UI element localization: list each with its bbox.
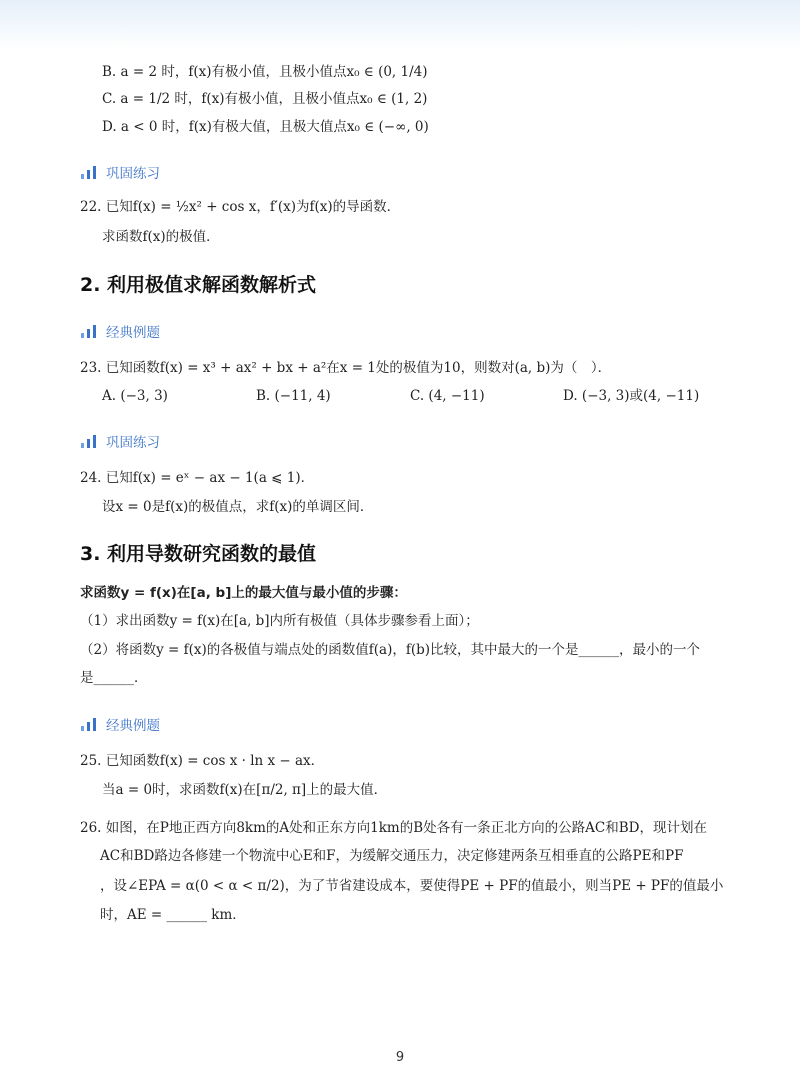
q21-option-b: B. a = 2 时，f(x)有极小值，且极小值点x₀ ∈ (0, 1/4) bbox=[102, 64, 428, 80]
q26-line-4: 时，AE = ______ km． bbox=[100, 907, 246, 923]
q21-option-d: D. a < 0 时，f(x)有极大值，且极大值点x₀ ∈ (−∞, 0) bbox=[102, 119, 429, 135]
tag-label: 经典例题 bbox=[106, 718, 160, 734]
tag-label: 经典例题 bbox=[106, 325, 160, 341]
q25-stem: 25. 已知函数f(x) = cos x · ln x − ax． bbox=[80, 753, 325, 769]
bar-chart-icon bbox=[80, 165, 97, 179]
section-tag-example-1 bbox=[80, 321, 160, 341]
q23-option-c: C. (4, −11) bbox=[410, 388, 485, 404]
step-2: （2）将函数y = f(x)的各极值与端点处的函数值f(a)，f(b)比较，其中最大的一个是______，最小的一个 bbox=[80, 642, 701, 658]
steps-heading: 求函数y = f(x)在[a, b]上的最大值与最小值的步骤： bbox=[80, 585, 407, 601]
q21-option-c: C. a = 1/2 时，f(x)有极小值，且极小值点x₀ ∈ (1, 2) bbox=[102, 91, 428, 107]
q26-line-1: 26. 如图，在P地正西方向8km的A处和正东方向1km的B处各有一条正北方向的公路AC和BD，现计划在 bbox=[80, 820, 707, 836]
q26-line-2: AC和BD路边各修建一个物流中心E和F，为缓解交通压力，决定修建两条互相垂直的公路PE和PF bbox=[100, 848, 684, 864]
section-tag-practice-1 bbox=[80, 162, 160, 182]
bar-chart-icon bbox=[80, 717, 97, 731]
bar-chart-icon bbox=[80, 324, 97, 338]
q23-stem: 23. 已知函数f(x) = x³ + ax² + bx + a²在x = 1处的极值为10，则数对(a, b)为（ ）． bbox=[80, 360, 612, 376]
q22-stem: 22. 已知f(x) = ½x² + cos x，f′(x)为f(x)的导函数． bbox=[80, 199, 401, 215]
q25-question: 当a = 0时，求函数f(x)在[π/2, π]上的最大值． bbox=[102, 782, 388, 798]
q23-option-d: D. (−3, 3)或(4, −11) bbox=[563, 388, 700, 404]
section-2-title: 2. 利用极值求解函数解析式 bbox=[80, 274, 317, 296]
q26-line-3: ，设∠EPA = α(0 < α < π/2)，为了节省建设成本，要使得PE + PF的值最小，则当PE + PF的值最小 bbox=[100, 878, 724, 894]
q22-question: 求函数f(x)的极值． bbox=[102, 229, 220, 245]
step-1: （1）求出函数y = f(x)在[a, b]内所有极值（具体步骤参看上面）； bbox=[80, 613, 479, 629]
q24-stem: 24. 已知f(x) = eˣ − ax − 1(a ⩽ 1)． bbox=[80, 470, 315, 486]
q23-option-b: B. (−11, 4) bbox=[256, 388, 331, 404]
step-2-continued: 是______． bbox=[80, 670, 148, 686]
tag-label: 巩固练习 bbox=[106, 435, 160, 451]
section-tag-practice-2 bbox=[80, 431, 160, 451]
q24-question: 设x = 0是f(x)的极值点，求f(x)的单调区间． bbox=[102, 499, 374, 515]
q23-option-a: A. (−3, 3) bbox=[102, 388, 168, 404]
section-3-title: 3. 利用导数研究函数的最值 bbox=[80, 543, 317, 565]
section-tag-example-2 bbox=[80, 714, 160, 734]
bar-chart-icon bbox=[80, 434, 97, 448]
page-number: 9 bbox=[395, 1050, 405, 1065]
tag-label: 巩固练习 bbox=[106, 166, 160, 182]
